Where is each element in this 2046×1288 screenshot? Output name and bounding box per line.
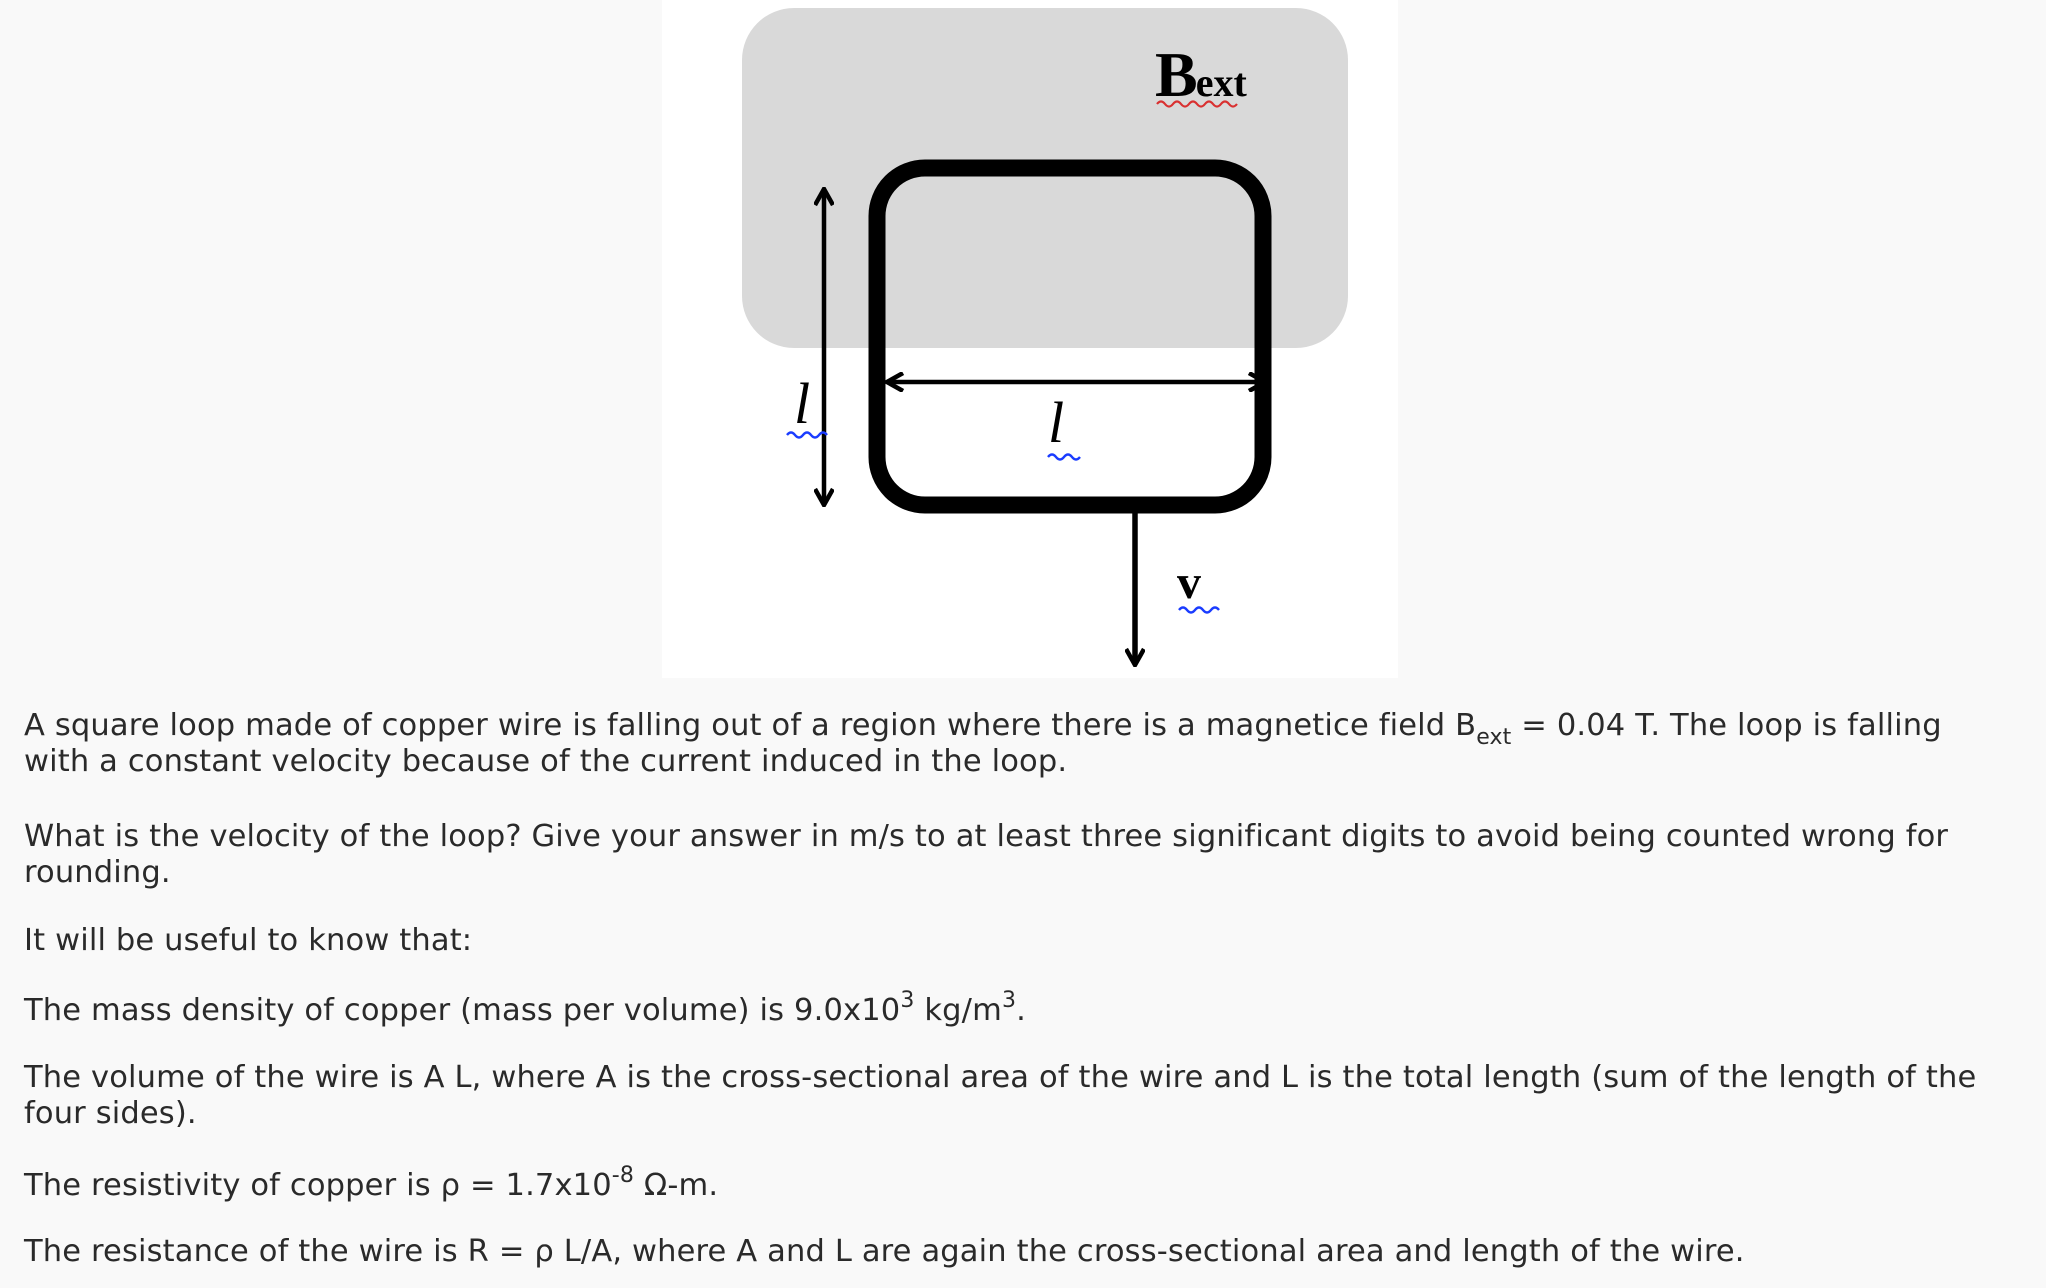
vertical-side-label: l xyxy=(794,371,811,436)
velocity-label: v xyxy=(1177,556,1201,609)
resistivity-fact: The resistivity of copper is $\rho = 1.7x10^{-8}$ Ω-m. xyxy=(24,1163,719,1203)
problem-question: What is the velocity of the loop? Give your answer in m/s to at least three significant digits to avoid being counted wrong for rounding. xyxy=(24,819,1949,890)
volume-fact: The volume of the wire is A L, where A is the cross-sectional area of the wire and L is the total length (sum of the length of the four sides). xyxy=(24,1060,1977,1131)
problem-paragraph-1: A square loop made of copper wire is falling out of a region where there is a magnetice field $B_{ext} = 0.04$ T. The loop is falling with a constant velocity because of the current induced in the loop. xyxy=(24,708,1942,779)
field-label: Bext xyxy=(1155,39,1247,110)
loop-diagram xyxy=(662,0,1398,678)
diagram-svg xyxy=(662,0,1398,678)
resistance-fact: The resistance of the wire is R = ρ L/A, where A and L are again the cross-sectional area and length of the wire. xyxy=(24,1234,1745,1269)
mass-density-fact: The mass density of copper (mass per volume) is $9.0x10^3$ $kg/m^3$. xyxy=(24,988,1026,1028)
horizontal-label-squiggle xyxy=(1048,455,1080,460)
velocity-label-squiggle xyxy=(1179,608,1219,613)
horizontal-side-label: l xyxy=(1048,390,1065,455)
hint-intro: It will be useful to know that: xyxy=(24,923,473,958)
